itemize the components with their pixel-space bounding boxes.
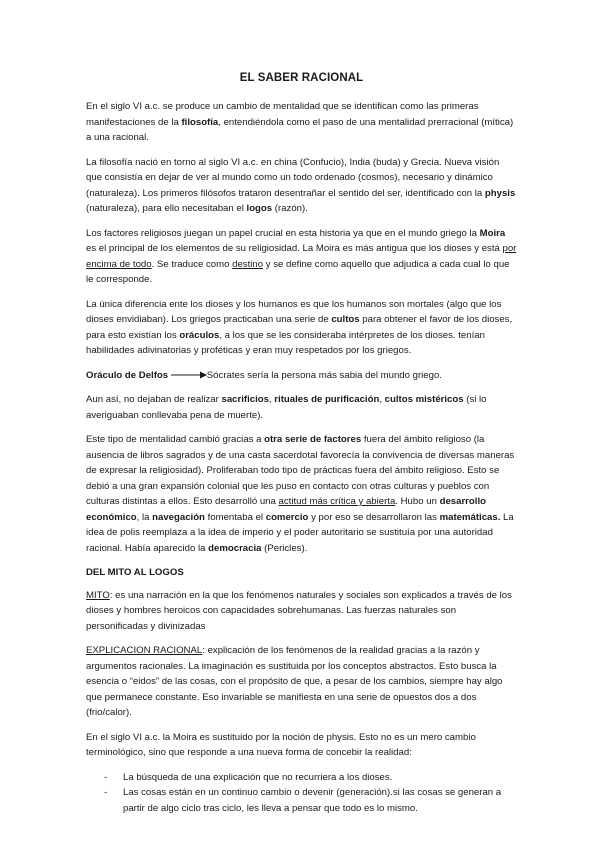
- paragraph-physis: En el siglo VI a.c. la Moira es sustituido por la noción de physis. Esto no es un mero cambio terminológico, sino que responde a una nueva forma de concebir la realidad:: [86, 731, 476, 758]
- text-run: : es una narración en la que los fenómenos naturales y sociales son explicados a través de los dioses y hombres heroicos con capacidades sobrehumanas. Las fuerzas naturales son personificadas y divinizadas: [86, 589, 512, 632]
- text-run: fomentaba el: [204, 511, 266, 523]
- text-run: ,: [268, 394, 275, 405]
- text-run: : explicación de los fenómenos de la realidad gracias a la razón y argumentos racionales. La imaginación es sustituida por los conceptos abstractos. Esto busca la esencia o “eidos” de las cosas, con el propósito de que, a pesar de los cambios, siempre hay algo que permanece constante. Eso invariable se manifiesta en una serie de opuestos dos a dos (frio/calor).: [86, 645, 503, 718]
- underlined-term: por encima de todo: [86, 243, 517, 270]
- text-run: Aun así, no dejaban de realizar: [86, 394, 222, 405]
- text-run: La idea de polis reemplaza a la idea de imperio y el poder autoritario se sustituía por una autoridad racional. Había aparecido la: [86, 511, 514, 554]
- bold-term: filosofía: [181, 116, 219, 128]
- text-run: La filosofía nació en torno al siglo VI a.c. en china (Confucio), India (buda) y Grecia. Nueva visión que consistía en dejar de ver al mundo como un todo ordenado (cosmos), necesario y dinámico (naturaleza). Los primeros filósofos trataron desentrañar el sentido del ser, identificado con la: [86, 156, 500, 199]
- bold-term: rituales de purificación: [274, 394, 380, 405]
- paragraph-delfos: [86, 368, 517, 384]
- underlined-term: EXPLICACION RACIONAL: [86, 645, 203, 656]
- text-run: fuera del ámbito religioso (la ausencia de libros sagrados y de una casta sacerdotal favorecía la convivencia de diversas maneras de expresar la religiosidad). Proliferaban todo tipo de prácticas fuera del ámbito religioso. Esto se debió a una gran expansión colonial que les puso en contacto con otras culturas y pueblos con culturas distintas a ellos. Esto desarrolló una: [86, 434, 515, 507]
- bold-term: physis: [484, 187, 516, 199]
- paragraph-mito: [86, 588, 517, 635]
- bold-term: oráculos: [179, 329, 220, 341]
- text-run: es el principal de los elementos de su religiosidad. La Moira es más antigua que los dioses y está: [86, 243, 503, 254]
- text-run: y por eso se desarrollaron las: [308, 511, 440, 523]
- bold-term: logos: [246, 203, 273, 214]
- text-run: (Pericles).: [261, 542, 308, 554]
- arrow-right-icon: [171, 371, 207, 379]
- bold-term: Oráculo de Delfos: [86, 369, 169, 381]
- paragraph-moira: [86, 226, 517, 288]
- text-run: . Se traduce como: [151, 258, 233, 270]
- text-run: Este tipo de mentalidad cambió gracias a: [86, 434, 265, 445]
- bold-term: comercio: [265, 511, 309, 523]
- underlined-term: MITO: [86, 589, 110, 601]
- bold-term: cultos: [331, 314, 360, 325]
- bold-term: democracia: [208, 542, 262, 554]
- text-run: y se define como aquello que adjudica a cada cual lo que le corresponde.: [86, 258, 510, 285]
- section-heading: DEL MITO AL LOGOS: [86, 567, 184, 578]
- paragraph-intro: [86, 99, 517, 146]
- paragraph-gods: [86, 297, 517, 359]
- bold-term: otra serie de factores: [264, 434, 362, 445]
- list-item-text: Las cosas están en un continuo cambio o devenir (generación).si las cosas se generan a partir de algo ciclo tras ciclo, les lleva a pensar que todo es lo mismo.: [123, 787, 502, 814]
- bold-term: desarrollo económico: [86, 496, 486, 523]
- list-item-text: La búsqueda de una explicación que no recurriera a los dioses.: [123, 771, 393, 783]
- bold-term: sacrificios: [221, 394, 269, 405]
- text-run: Sócrates sería la persona más sabia del mundo griego.: [206, 369, 442, 381]
- list-item: [86, 770, 517, 786]
- text-run: . Hubo un: [395, 496, 440, 507]
- text-run: Los factores religiosos juegan un papel crucial en esta historia ya que en el mundo griego la: [86, 227, 480, 239]
- underlined-term: actitud más crítica y abierta: [278, 496, 396, 507]
- text-run: para obtener el favor de los dioses, para esto existían los: [86, 314, 513, 341]
- text-run: En el siglo VI a.c. se produce un cambio de mentalidad que se identifican como las primeras manifestaciones de la: [86, 101, 479, 128]
- bullet-list: [86, 770, 517, 817]
- text-run: , a los que se les consideraba intérpretes de los dioses. tenían habilidades adivinatorias y proféticas y eran muy respetados por los griegos.: [86, 329, 485, 356]
- list-item: [86, 785, 517, 816]
- bold-term: cultos mistéricos: [384, 394, 464, 405]
- text-run: (naturaleza), para ello necesitaban el: [86, 203, 247, 214]
- text-run: , la: [136, 511, 153, 523]
- paragraph-philosophy: [86, 155, 517, 217]
- text-run: (si lo averiguaban conllevaba pena de muerte).: [86, 394, 487, 421]
- bold-term: matemáticas.: [439, 511, 501, 523]
- text-run: (razón).: [272, 203, 308, 214]
- bold-term: Moira: [479, 227, 506, 239]
- text-run: La única diferencia ente los dioses y los humanos es que los humanos son mortales (algo que los dioses envidiaban). Los griegos practicaban una serie de: [86, 298, 502, 325]
- paragraph-rituals: [86, 392, 517, 423]
- bullet-marker: -: [104, 771, 108, 783]
- paragraph-explicacion: [86, 643, 517, 721]
- bold-term: navegación: [152, 511, 205, 523]
- text-run: , entendiéndola como el paso de una mentalidad prerracional (mítica) a una racional.: [86, 116, 514, 143]
- text-run: ,: [379, 394, 385, 405]
- bullet-marker: -: [104, 787, 108, 798]
- underlined-term: destino: [232, 258, 264, 270]
- document-title: EL SABER RACIONAL: [239, 72, 364, 84]
- paragraph-factors: [86, 432, 517, 556]
